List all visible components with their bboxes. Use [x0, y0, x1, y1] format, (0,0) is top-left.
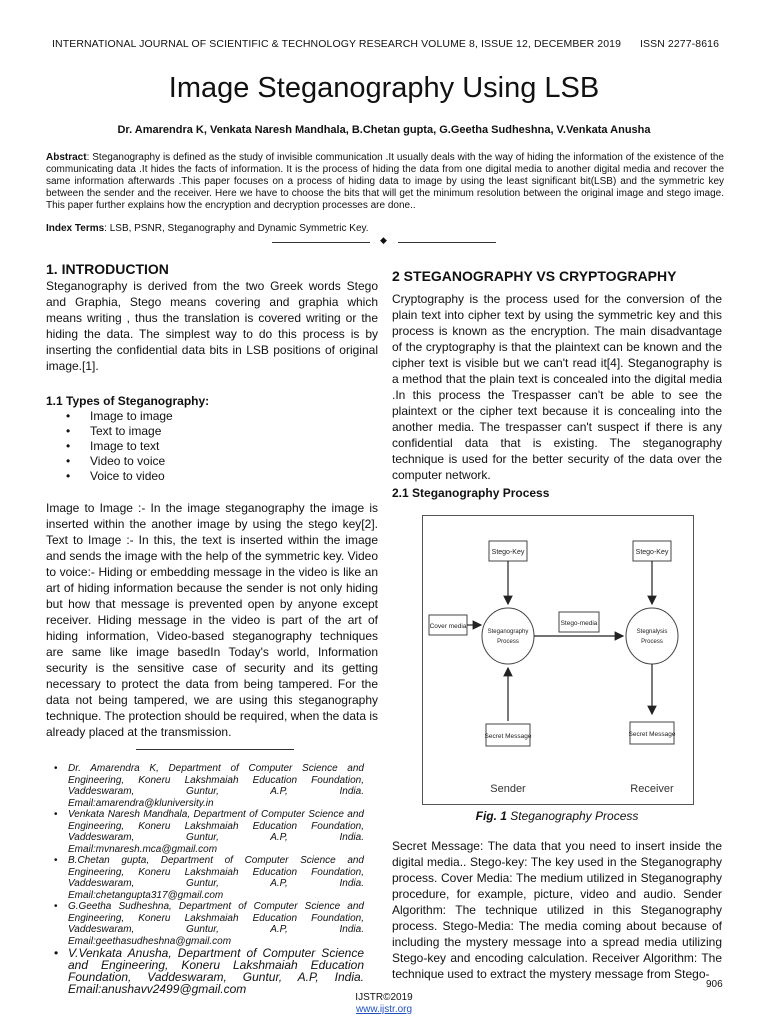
secret-message-label-right: Secret Message [628, 731, 676, 738]
index-terms-label: Index Terms [46, 223, 105, 234]
footnote-rule [136, 749, 294, 750]
abstract [46, 152, 724, 212]
author-list: Dr. Amarendra K, Venkata Naresh Mandhala, B.Chetan gupta, G.Geetha Sudheshna, V.Venkata Anusha [117, 124, 651, 136]
list-item: • Image to image [46, 409, 346, 424]
figure-caption [392, 809, 722, 823]
figure-caption-label: Fig. 1 [475, 809, 507, 823]
steganography-process-label-1: Steganography [487, 629, 529, 635]
abstract-text: : Steganography is defined as the study of invisible communication .It usually deals with the way of hiding the information of the existence of the communicating data .It hides the facts of information. It is the process of hiding the data from one digital media to another digital media and recover the same information afterwards .This paper focuses on a process of hiding data to image by using the least significant bit(LSB) and the symmetric key between the sender and the receiver. Here we have to choose the bits that will get the minimum resolution between the original image and stego image. This paper further explains how the encryption and decryption processes are done.. [46, 152, 724, 211]
introduction-paragraph: Steganography is derived from the two Greek words Stego and Graphia, Stego means covering and graphia which means writing , thus the translation is covered writing or the hiding the data. The simplest way to do this process is by inserting the confidential data bits in LSB positions of original image.[1]. [46, 279, 378, 373]
paper-title: Image Steganography Using LSB [168, 72, 600, 104]
types-list [46, 409, 346, 484]
cryptography-paragraph: Cryptography is the process used for the conversion of the plain text into cipher text by using the symmetric key and this process is known as the encryption. The main disadvantage of the cryptography is that the plaintext can be known and the cipher text is visible but we can't read it[4]. Steganography is a method that the plain text is concealed into the digital media .In this process the Trespasser can't be able to see the plaintext or the cipher text because it is concealing into the another media. The trespasser can't suspect if there is any confidential data that is existing. The steganography technique is used for the better security of the data over the computer network. [392, 292, 722, 482]
footnote-email: Email:chetangupta317@gmail.com [68, 889, 224, 901]
separator-diamond: ◆ [380, 235, 387, 245]
list-item: • Text to image [46, 424, 346, 439]
steganography-process-node [482, 608, 534, 664]
section-2-heading: 2 STEGANOGRAPHY VS CRYPTOGRAPHY [392, 268, 677, 284]
process-subheading: 2.1 Steganography Process [392, 486, 550, 500]
footnote-item [54, 809, 364, 855]
index-terms [46, 223, 724, 234]
issn: ISSN 2277-8616 [640, 38, 720, 50]
separator-left [272, 242, 370, 243]
index-terms-text: : LSB, PSNR, Steganography and Dynamic Symmetric Key. [104, 223, 369, 234]
abstract-label: Abstract [46, 152, 87, 163]
footnote-item [54, 901, 364, 947]
page-number: 906 [706, 979, 723, 990]
stego-media-label: Stego-media [560, 620, 598, 627]
footnote-body: Venkata Naresh Mandhala, Department of Computer Science and Engineering, Koneru Lakshmaiah Education Foundation, Vaddeswaram, Guntur, A.P, India. [68, 809, 364, 843]
footnote-email: Email:mvnaresh.mca@gmail.com [68, 843, 218, 855]
steganography-process-label-2: Process [497, 639, 519, 645]
definitions-paragraph: Secret Message: The data that you need to insert inside the digital media.. Stego-key: The key used in the Steganography process. Cover Media: The medium utilized in Steganography procedure, for example, picture, video and audio. Sender Algorithm: The technique utilized in this Steganography process. Stego-Media: The media coming about because of including the mystery message into a spread media utilizing Stego-key and encoding calculation. Receiver Algorithm: The technique used to extract the mystery message from Stego- [392, 839, 722, 981]
footnote-body: V.Venkata Anusha, Department of Computer Science and Engineering, Koneru Lakshmaiah Education Foundation, Vaddeswaram, Guntur, A.P, India. [68, 946, 364, 984]
process-diagram [423, 516, 693, 804]
footnote-item [54, 855, 364, 901]
footnote-item [54, 947, 364, 995]
footnote-email: Email:geethasudheshna@gmail.com [68, 935, 232, 947]
cover-media-label: Cover media [429, 623, 467, 630]
types-description-paragraph: Image to Image :- In the image steganography the image is inserted within the another image by using the stego key[2]. Text to Image :- In this, the text is inserted within the image and sends the image with the help of the symmetric key. Video to voice:- Hiding or embedding message in the video is like an art of hiding information because the sender is not only hiding but how that message is prevented open by anyone except receiver. Hiding message in the video is part of the art of hiding information, Video-based steganography techniques are same like image basedIn Today's world, Information security is the sensitive case of security and its getting necessary to protect the data from being tampered. For the data not being tampered, we are using this steganography technique. The protection should be required, when the data is already placed at the transmission. [46, 501, 379, 739]
footnote-email: Email:anushavv2499@gmail.com [68, 982, 247, 996]
footnote-body: B.Chetan gupta, Department of Computer Science and Engineering, Koneru Lakshmaiah Education Foundation, Vaddeswaram, Guntur, A.P, India. [68, 855, 364, 889]
list-item: • Video to voice [46, 454, 346, 469]
separator-right [398, 242, 496, 243]
section-1-heading: 1. INTRODUCTION [46, 261, 169, 277]
steganalysis-process-node [626, 608, 678, 664]
list-item: • Voice to video [46, 469, 346, 484]
secret-message-label-left: Secret Message [484, 733, 532, 740]
sender-label: Sender [490, 783, 526, 795]
footnote-item [54, 763, 364, 809]
figure-steganography-process [422, 515, 694, 805]
stego-key-label-left: Stego-Key [491, 549, 525, 556]
journal-url-link[interactable]: www.ijstr.org [355, 1004, 413, 1015]
footnote-body: G.Geetha Sudheshna, Department of Computer Science and Engineering, Koneru Lakshmaiah Education Foundation, Vaddeswaram, Guntur, A.P, India. [68, 901, 364, 935]
receiver-label: Receiver [630, 783, 674, 795]
types-subheading: 1.1 Types of Steganography: [46, 394, 210, 408]
list-item: • Image to text [46, 439, 346, 454]
footnote-email: Email:amarendra@kluniversity.in [68, 797, 214, 809]
stego-key-label-right: Stego-Key [635, 549, 669, 556]
steganalysis-process-label-2: Process [641, 639, 663, 645]
steganalysis-process-label-1: Stegnalysis [636, 629, 668, 635]
figure-caption-text: Steganography Process [506, 809, 639, 823]
author-footnotes [54, 763, 364, 995]
journal-header: INTERNATIONAL JOURNAL OF SCIENTIFIC & TECHNOLOGY RESEARCH VOLUME 8, ISSUE 12, DECEMBER 2019 [52, 38, 622, 50]
publisher-footer: IJSTR©2019 [355, 992, 413, 1003]
footnote-body: Dr. Amarendra K, Department of Computer Science and Engineering, Koneru Lakshmaiah Education Foundation, Vaddeswaram, Guntur, A.P, India. [68, 763, 364, 797]
